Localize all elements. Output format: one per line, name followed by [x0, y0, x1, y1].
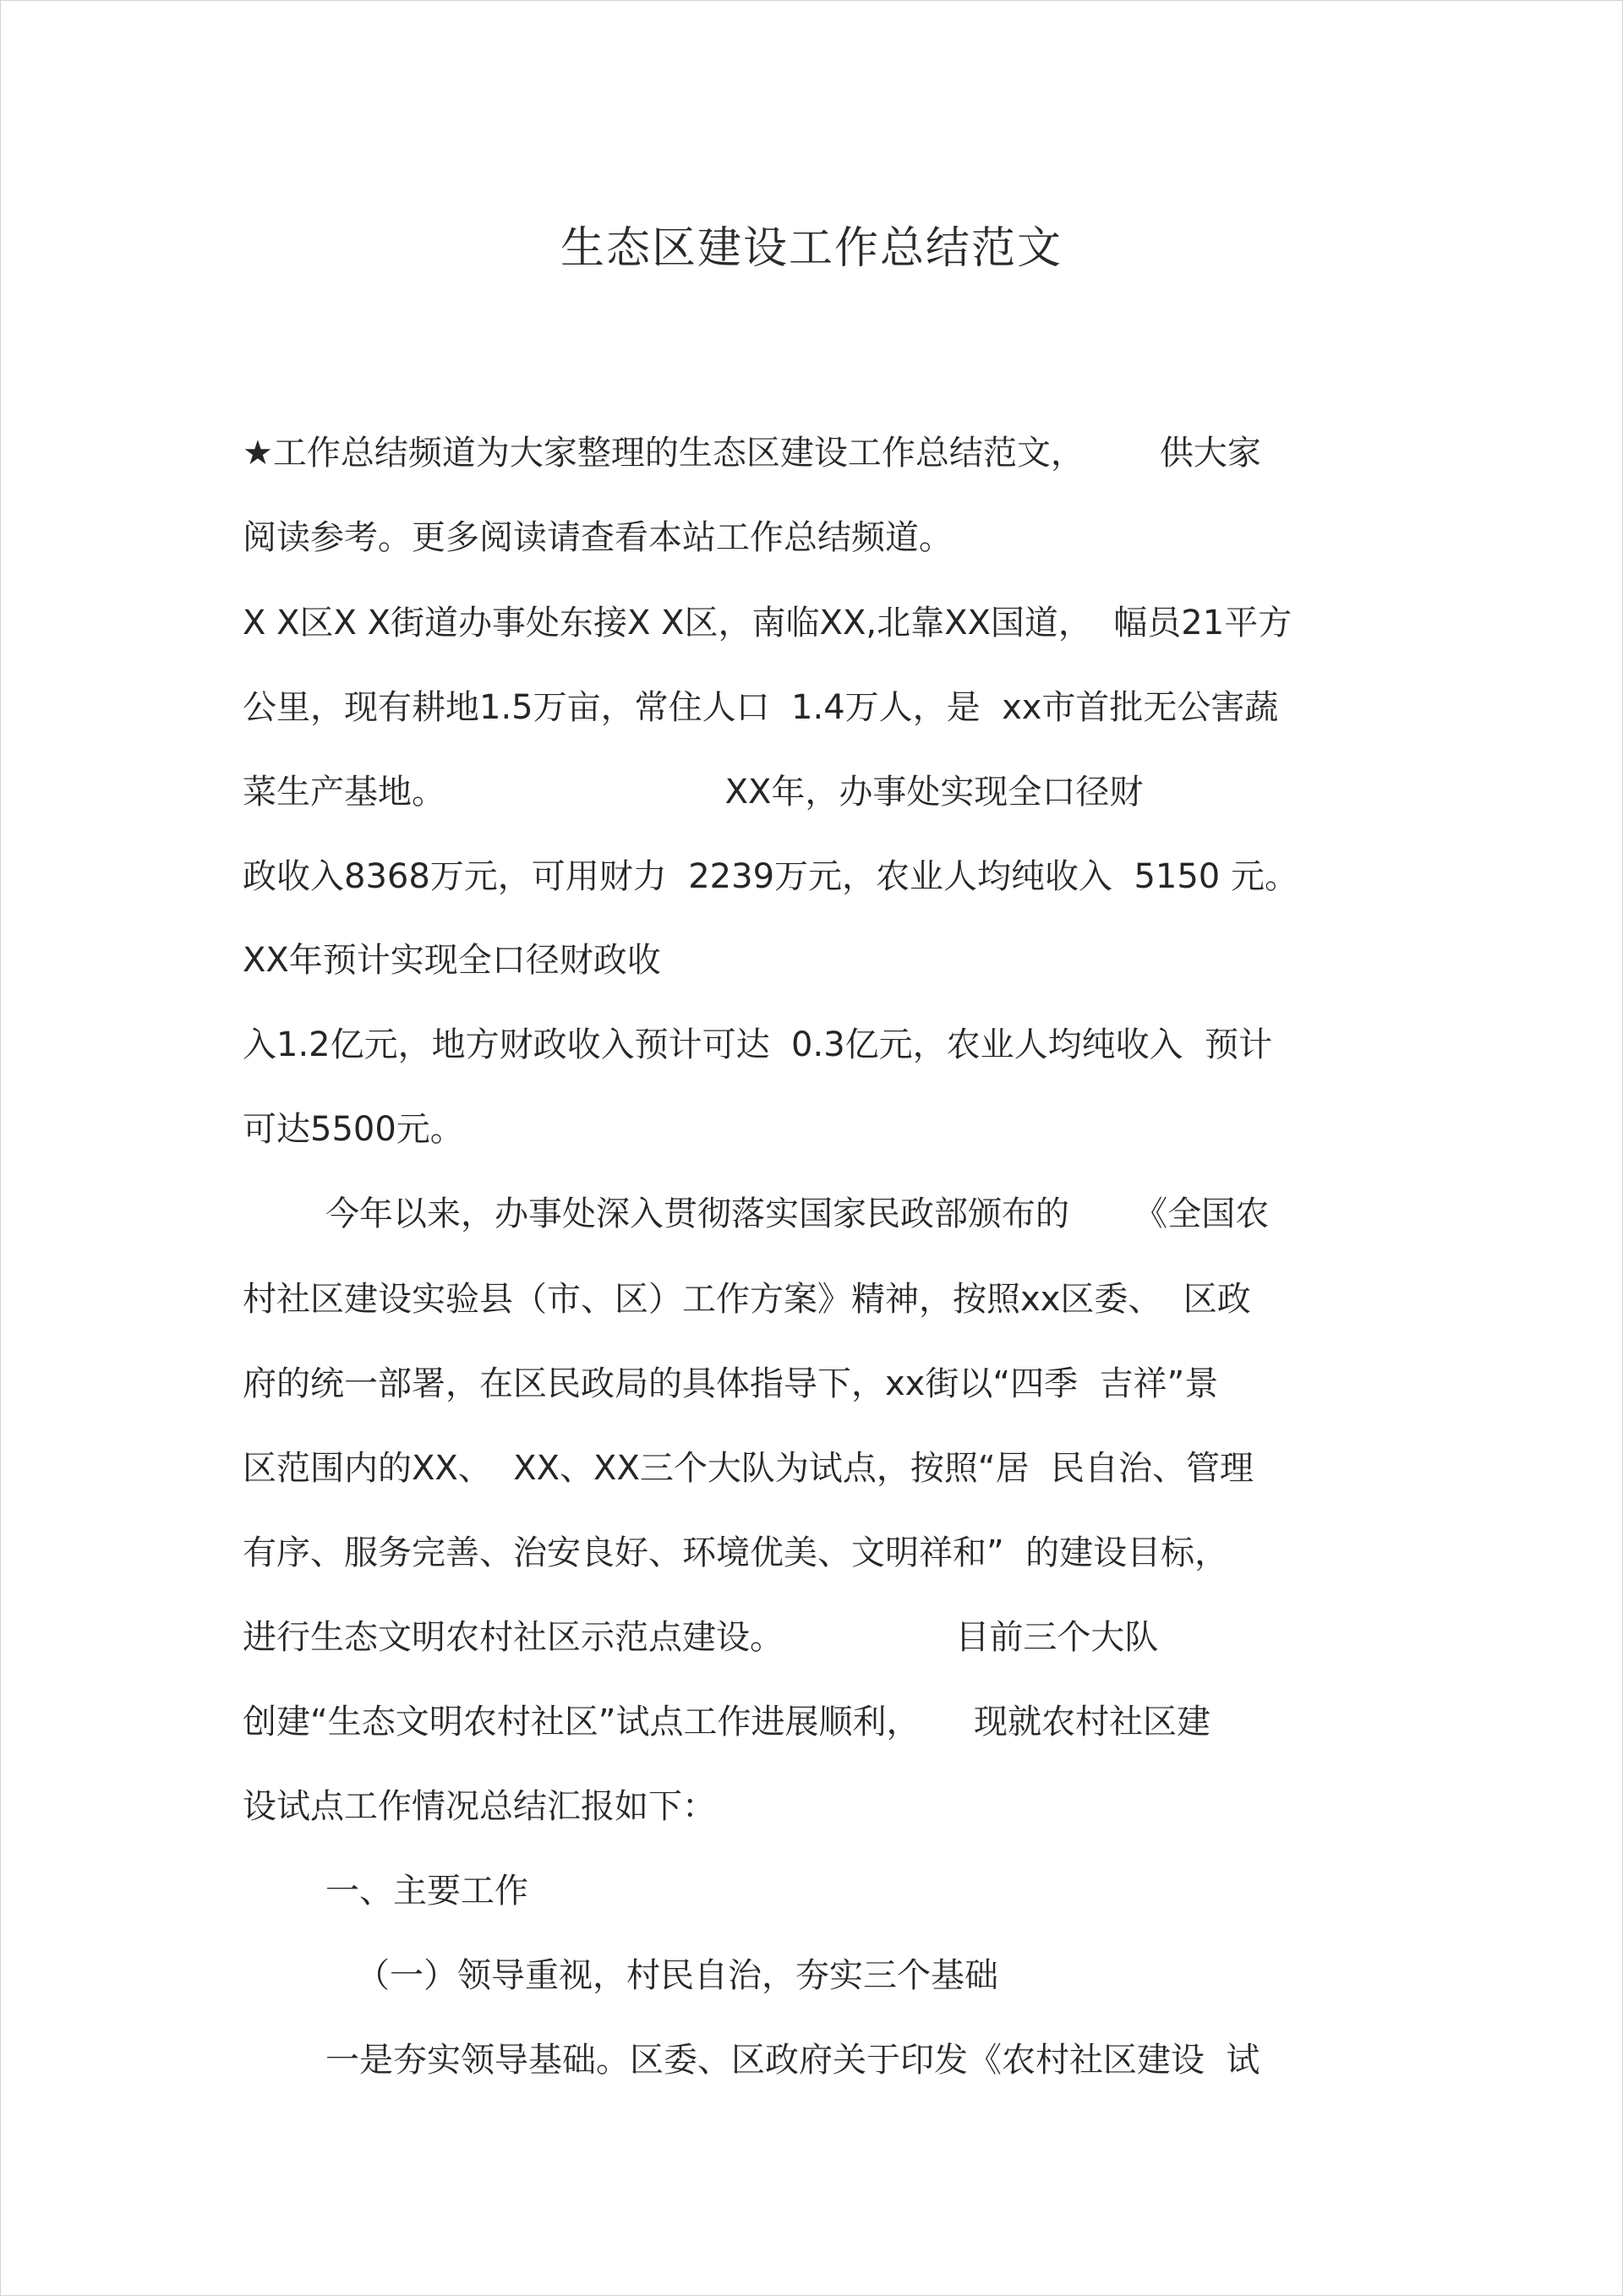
document-title: 生态区建设工作总结范文: [560, 223, 1063, 274]
paragraph-line: 公里，现有耕地1.5万亩，常住人口 1.4万人，是 xx市首批无公害蔬: [243, 688, 1279, 727]
paragraph-line: 政收入8368万元，可用财力 2239万元，农业人均纯收入 5150 元。: [243, 857, 1298, 896]
paragraph-line: ★工作总结频道为大家整理的生态区建设工作总结范文， 供大家: [243, 434, 1261, 473]
paragraph-line: 有序、服务完善、治安良好、环境优美、文明祥和” 的建设目标，: [243, 1533, 1229, 1572]
paragraph-line: 进行生态文明农村社区示范点建设。 目前三个大队: [243, 1618, 1159, 1657]
paragraph-line: 创建“生态文明农村社区”试点工作进展顺利， 现就农村社区建: [243, 1703, 1211, 1741]
paragraph-line: 可达5500元。: [243, 1110, 464, 1149]
paragraph-line: 一是夯实领导基础。区委、区政府关于印发《农村社区建设 试: [325, 2041, 1260, 2080]
paragraph-line: 今年以来，办事处深入贯彻落实国家民政部颁布的 《全国农: [325, 1194, 1270, 1233]
paragraph-line: 村社区建设实验县（市、区）工作方案》精神，按照xx区委、 区政: [243, 1280, 1251, 1319]
paragraph-line: XX年预计实现全口径财政收: [243, 941, 661, 980]
paragraph-line: X X区X X街道办事处东接X X区，南临XX,北靠XX国道， 幅员21平方: [243, 604, 1292, 642]
paragraph-line: 入1.2亿元，地方财政收入预计可达 0.3亿元，农业人均纯收入 预计: [243, 1025, 1273, 1064]
paragraph-line: 菜生产基地。 XX年，办事处实现全口径财: [243, 773, 1144, 812]
paragraph-line: 府的统一部署，在区民政局的具体指导下，xx街以“四季 吉祥”景: [243, 1364, 1219, 1403]
paragraph-line: 阅读参考。更多阅读请查看本站工作总结频道。: [243, 518, 953, 557]
paragraph-line: 区范围内的XX、 XX、XX三个大队为试点，按照“居 民自治、管理: [243, 1449, 1254, 1488]
subsection-heading: （一）领导重视，村民自治，夯实三个基础: [356, 1956, 998, 1995]
section-heading: 一、主要工作: [325, 1872, 528, 1911]
paragraph-line: 设试点工作情况总结汇报如下：: [243, 1787, 716, 1826]
